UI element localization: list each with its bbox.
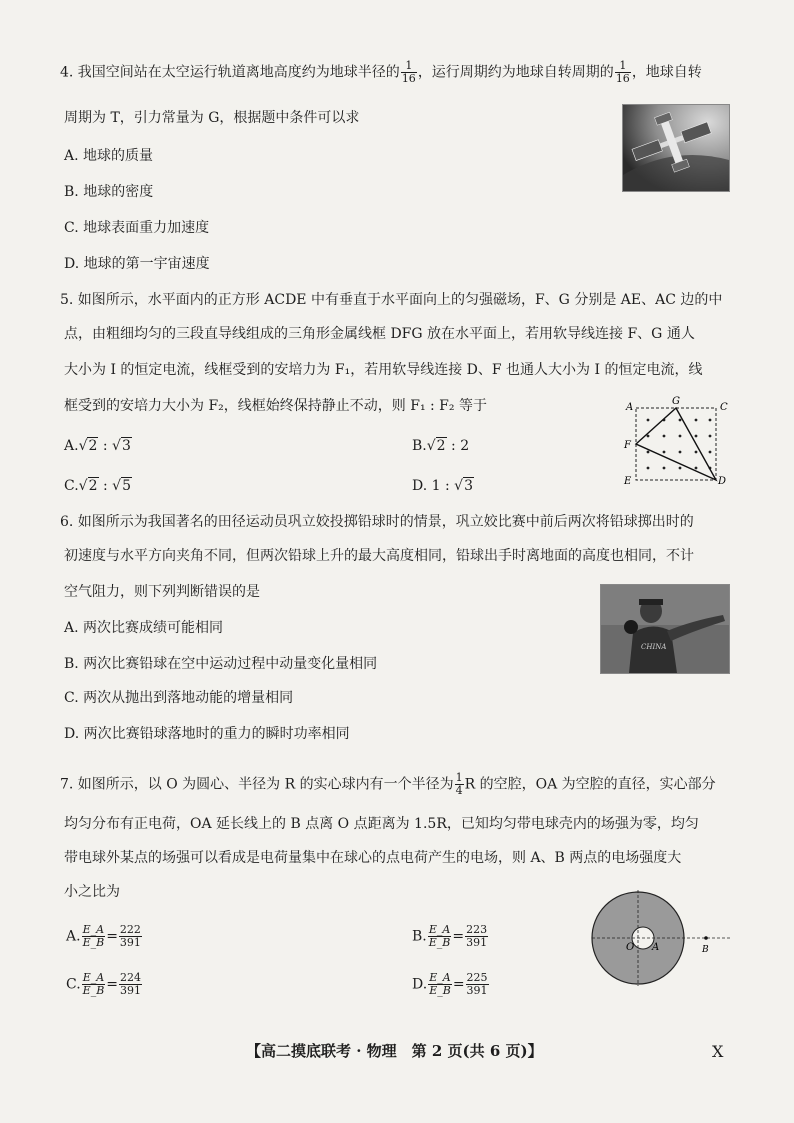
q4-line-1 <box>60 60 702 85</box>
q6-option-a: A. 两次比赛成绩可能相同 <box>64 620 224 636</box>
footer-mark: X <box>712 1042 724 1061</box>
q5-square-figure <box>620 394 736 490</box>
point-b <box>704 936 708 940</box>
q6-option-b: B. 两次比赛铅球在空中运动过程中动量变化量相同 <box>64 656 378 672</box>
q4-option-a: A. 地球的质量 <box>64 148 154 164</box>
label-a: A <box>652 942 660 953</box>
q4-fraction-1: $\frac{1}{16}$ <box>401 59 416 85</box>
q7-line-3: 带电球外某点的场强可以看成是电荷量集中在球心的点电荷产生的电场，则 A、B 两点的电场强度大 <box>64 850 682 866</box>
label-b: B <box>702 945 709 955</box>
q5-option-a: A.√2 : √3 <box>64 438 131 454</box>
q7-option-c: C. $\frac{E\_A}{E\_B}$ = $\frac{224}{391}$ <box>66 971 142 997</box>
q4-text-a: 4. 我国空间站在太空运行轨道离地高度约为地球半径的 <box>60 64 400 81</box>
q6-line-1: 6. 如图所示为我国著名的田径运动员巩立姣投掷铅球时的情景，巩立姣比赛中前后两次将铅球掷出时的 <box>60 514 694 530</box>
q5-line-3: 大小为 I 的恒定电流，线框受到的安培力为 F₁，若用软导线连接 D、F 也通人大小为 I 的恒定电流，线 <box>64 362 703 378</box>
space-station-photo <box>622 104 730 192</box>
q6-option-c: C. 两次从抛出到落地动能的增量相同 <box>64 690 294 706</box>
label-e: E <box>624 476 632 487</box>
label-a: A <box>626 402 634 413</box>
q7-option-d: D. $\frac{E\_A}{E\_B}$ = $\frac{225}{391}$ <box>412 971 488 997</box>
q5-option-d: D. 1 : √3 <box>412 478 473 494</box>
q5-line-2: 点，由粗细均匀的三段直导线组成的三角形金属线框 DFG 放在水平面上，若用软导线连接 F、G 通人 <box>64 326 695 342</box>
q5-option-b: B.√2 : 2 <box>412 438 470 454</box>
q7-option-a: A. $\frac{E\_A}{E\_B}$ = $\frac{222}{391}$ <box>66 923 141 949</box>
shot-put-athlete-photo <box>600 584 730 674</box>
q4-line-2: 周期为 T，引力常量为 G，根据题中条件可以求 <box>64 110 360 126</box>
q4-option-c: C. 地球表面重力加速度 <box>64 220 210 236</box>
label-c: C <box>720 402 728 413</box>
q6-line-2: 初速度与水平方向夹角不同，但两次铅球上升的最大高度相同，铅球出手时离地面的高度也相同，不计 <box>64 548 694 564</box>
q7-sphere-figure <box>590 884 736 992</box>
label-o: O <box>626 942 635 953</box>
page-footer: 【高二摸底联考 · 物理 第 2 页(共 6 页)】 <box>246 1042 543 1060</box>
q6-option-d: D. 两次比赛铅球落地时的重力的瞬时功率相同 <box>64 726 350 742</box>
label-d: D <box>718 476 727 487</box>
q7-line-1: 7. 如图所示，以 O 为圆心、半径为 R 的实心球内有一个半径为 $\frac{1}{4}$ R 的空腔，OA 为空腔的直径，实心部分 <box>60 771 716 797</box>
q4-text-b: ，运行周期约为地球自转周期的 <box>417 64 614 81</box>
label-g: G <box>672 396 680 407</box>
q5-line-1: 5. 如图所示，水平面内的正方形 ACDE 中有垂直于水平面向上的匀强磁场，F、G 分别是 AE、AC 边的中 <box>60 292 723 308</box>
q4-text-c: ，地球自转 <box>631 64 702 81</box>
q4-option-d: D. 地球的第一宇宙速度 <box>64 256 210 272</box>
q5-option-c: C.√2 : √5 <box>64 478 131 494</box>
q7-line-4: 小之比为 <box>64 884 120 900</box>
q4-fraction-2: $\frac{1}{16}$ <box>615 59 630 85</box>
label-f: F <box>624 440 631 451</box>
shirt-text: CHINA <box>641 643 667 651</box>
q7-option-b: B. $\frac{E\_A}{E\_B}$ = $\frac{223}{391}$ <box>412 923 488 949</box>
q7-fraction: $\frac{1}{4}$ <box>455 771 463 797</box>
q6-line-3: 空气阻力，则下列判断错误的是 <box>64 584 260 600</box>
q5-line-4: 框受到的安培力大小为 F₂，线框始终保持静止不动，则 F₁ : F₂ 等于 <box>64 398 487 414</box>
q4-option-b: B. 地球的密度 <box>64 184 154 200</box>
q7-line-2: 均匀分布有正电荷，OA 延长线上的 B 点离 O 点距离为 1.5R，已知均匀带电球壳内的场强为零，均匀 <box>64 816 699 832</box>
